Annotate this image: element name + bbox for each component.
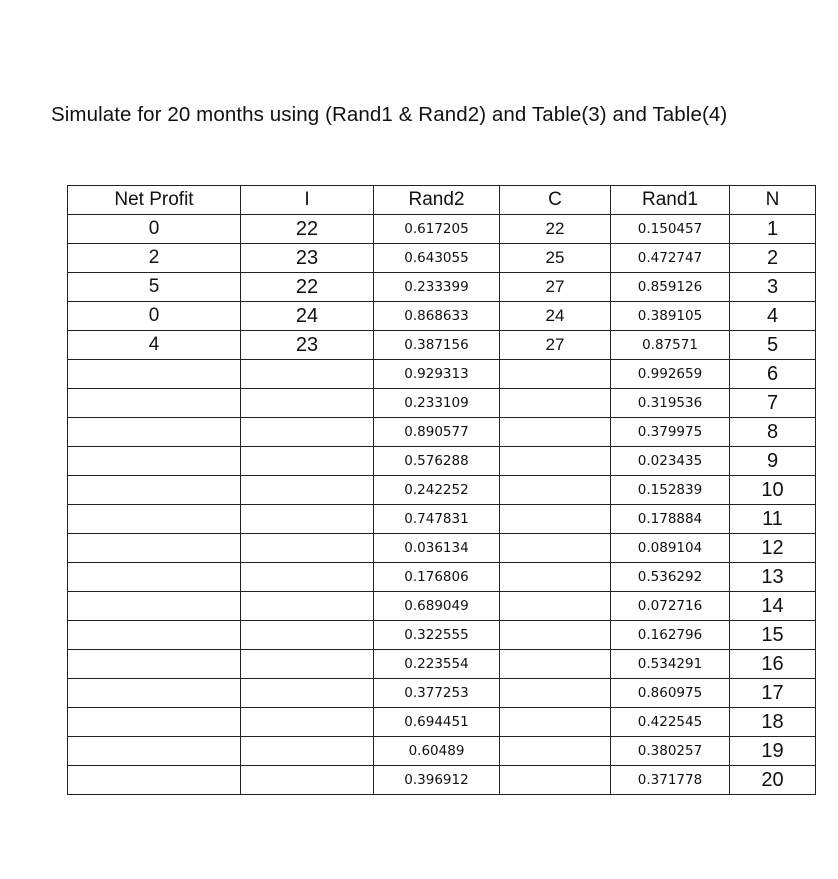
net-profit-cell — [68, 679, 241, 708]
net-profit-cell — [68, 505, 241, 534]
table-row — [68, 621, 816, 650]
c-cell: 22 — [500, 215, 611, 244]
rand1-cell: 0.87571 — [611, 331, 730, 360]
rand1-cell: 0.178884 — [611, 505, 730, 534]
i-cell — [241, 621, 374, 650]
i-cell — [241, 476, 374, 505]
c-cell: 27 — [500, 273, 611, 302]
rand1-cell: 0.992659 — [611, 360, 730, 389]
n-cell: 15 — [730, 621, 816, 650]
table-row — [68, 273, 816, 302]
n-cell: 9 — [730, 447, 816, 476]
table-row — [68, 737, 816, 766]
header-row — [68, 186, 816, 215]
rand1-cell: 0.152839 — [611, 476, 730, 505]
rand1-cell: 0.536292 — [611, 563, 730, 592]
header-i: I — [241, 186, 374, 215]
c-cell — [500, 708, 611, 737]
i-cell — [241, 505, 374, 534]
rand2-cell: 0.233109 — [374, 389, 500, 418]
n-cell: 13 — [730, 563, 816, 592]
rand2-cell: 0.929313 — [374, 360, 500, 389]
n-cell: 17 — [730, 679, 816, 708]
table-row — [68, 679, 816, 708]
c-cell — [500, 476, 611, 505]
i-cell — [241, 708, 374, 737]
n-cell: 11 — [730, 505, 816, 534]
rand2-cell: 0.643055 — [374, 244, 500, 273]
net-profit-cell: 0 — [68, 215, 241, 244]
c-cell — [500, 592, 611, 621]
rand1-cell: 0.860975 — [611, 679, 730, 708]
net-profit-cell — [68, 650, 241, 679]
header-c: C — [500, 186, 611, 215]
rand2-cell: 0.689049 — [374, 592, 500, 621]
table-row — [68, 244, 816, 273]
net-profit-cell — [68, 737, 241, 766]
table-row — [68, 766, 816, 795]
rand1-cell: 0.389105 — [611, 302, 730, 331]
table-row — [68, 331, 816, 360]
c-cell — [500, 389, 611, 418]
net-profit-cell — [68, 360, 241, 389]
net-profit-cell: 2 — [68, 244, 241, 273]
i-cell — [241, 650, 374, 679]
net-profit-cell — [68, 389, 241, 418]
n-cell: 2 — [730, 244, 816, 273]
table-row — [68, 592, 816, 621]
problem-statement: Simulate for 20 months using (Rand1 & Rand2) and Table(3) and Table(4) — [51, 103, 728, 126]
n-cell: 8 — [730, 418, 816, 447]
table-row — [68, 650, 816, 679]
rand2-cell: 0.377253 — [374, 679, 500, 708]
rand1-cell: 0.371778 — [611, 766, 730, 795]
rand2-cell: 0.747831 — [374, 505, 500, 534]
c-cell — [500, 360, 611, 389]
i-cell — [241, 389, 374, 418]
rand1-cell: 0.162796 — [611, 621, 730, 650]
net-profit-cell — [68, 766, 241, 795]
rand1-cell: 0.859126 — [611, 273, 730, 302]
c-cell — [500, 447, 611, 476]
rand2-cell: 0.387156 — [374, 331, 500, 360]
rand2-cell: 0.890577 — [374, 418, 500, 447]
table-row — [68, 215, 816, 244]
net-profit-cell — [68, 447, 241, 476]
rand2-cell: 0.868633 — [374, 302, 500, 331]
n-cell: 1 — [730, 215, 816, 244]
i-cell: 22 — [241, 273, 374, 302]
c-cell — [500, 679, 611, 708]
header-rand1: Rand1 — [611, 186, 730, 215]
n-cell: 6 — [730, 360, 816, 389]
n-cell: 10 — [730, 476, 816, 505]
rand2-cell: 0.617205 — [374, 215, 500, 244]
rand1-cell: 0.150457 — [611, 215, 730, 244]
net-profit-cell — [68, 621, 241, 650]
c-cell — [500, 534, 611, 563]
n-cell: 19 — [730, 737, 816, 766]
net-profit-cell: 5 — [68, 273, 241, 302]
i-cell — [241, 592, 374, 621]
table-row — [68, 360, 816, 389]
table-row — [68, 476, 816, 505]
n-cell: 14 — [730, 592, 816, 621]
rand1-cell: 0.089104 — [611, 534, 730, 563]
c-cell — [500, 766, 611, 795]
rand2-cell: 0.322555 — [374, 621, 500, 650]
rand1-cell: 0.023435 — [611, 447, 730, 476]
c-cell — [500, 418, 611, 447]
net-profit-cell — [68, 476, 241, 505]
i-cell — [241, 679, 374, 708]
rand2-cell: 0.576288 — [374, 447, 500, 476]
rand1-cell: 0.534291 — [611, 650, 730, 679]
i-cell — [241, 534, 374, 563]
c-cell: 25 — [500, 244, 611, 273]
table-row — [68, 563, 816, 592]
table-body — [68, 215, 816, 795]
i-cell — [241, 360, 374, 389]
i-cell: 22 — [241, 215, 374, 244]
table-row — [68, 302, 816, 331]
n-cell: 3 — [730, 273, 816, 302]
i-cell — [241, 766, 374, 795]
i-cell — [241, 447, 374, 476]
rand2-cell: 0.242252 — [374, 476, 500, 505]
rand2-cell: 0.176806 — [374, 563, 500, 592]
table-row — [68, 389, 816, 418]
i-cell: 23 — [241, 244, 374, 273]
table-row — [68, 534, 816, 563]
rand1-cell: 0.072716 — [611, 592, 730, 621]
table-row — [68, 447, 816, 476]
n-cell: 20 — [730, 766, 816, 795]
i-cell — [241, 737, 374, 766]
c-cell: 27 — [500, 331, 611, 360]
i-cell: 23 — [241, 331, 374, 360]
rand1-cell: 0.319536 — [611, 389, 730, 418]
c-cell — [500, 650, 611, 679]
rand1-cell: 0.379975 — [611, 418, 730, 447]
n-cell: 5 — [730, 331, 816, 360]
c-cell — [500, 563, 611, 592]
rand2-cell: 0.036134 — [374, 534, 500, 563]
n-cell: 4 — [730, 302, 816, 331]
c-cell — [500, 737, 611, 766]
table-row — [68, 505, 816, 534]
rand1-cell: 0.422545 — [611, 708, 730, 737]
rand1-cell: 0.472747 — [611, 244, 730, 273]
simulation-table — [67, 185, 816, 795]
c-cell — [500, 505, 611, 534]
net-profit-cell — [68, 418, 241, 447]
rand2-cell: 0.60489 — [374, 737, 500, 766]
header-n: N — [730, 186, 816, 215]
i-cell: 24 — [241, 302, 374, 331]
table-row — [68, 708, 816, 737]
rand2-cell: 0.694451 — [374, 708, 500, 737]
n-cell: 7 — [730, 389, 816, 418]
net-profit-cell — [68, 592, 241, 621]
net-profit-cell: 0 — [68, 302, 241, 331]
n-cell: 16 — [730, 650, 816, 679]
c-cell: 24 — [500, 302, 611, 331]
net-profit-cell: 4 — [68, 331, 241, 360]
i-cell — [241, 563, 374, 592]
n-cell: 18 — [730, 708, 816, 737]
net-profit-cell — [68, 563, 241, 592]
header-rand2: Rand2 — [374, 186, 500, 215]
rand2-cell: 0.233399 — [374, 273, 500, 302]
i-cell — [241, 418, 374, 447]
rand1-cell: 0.380257 — [611, 737, 730, 766]
net-profit-cell — [68, 534, 241, 563]
net-profit-cell — [68, 708, 241, 737]
rand2-cell: 0.396912 — [374, 766, 500, 795]
n-cell: 12 — [730, 534, 816, 563]
header-net-profit: Net Profit — [68, 186, 241, 215]
rand2-cell: 0.223554 — [374, 650, 500, 679]
c-cell — [500, 621, 611, 650]
table-row — [68, 418, 816, 447]
